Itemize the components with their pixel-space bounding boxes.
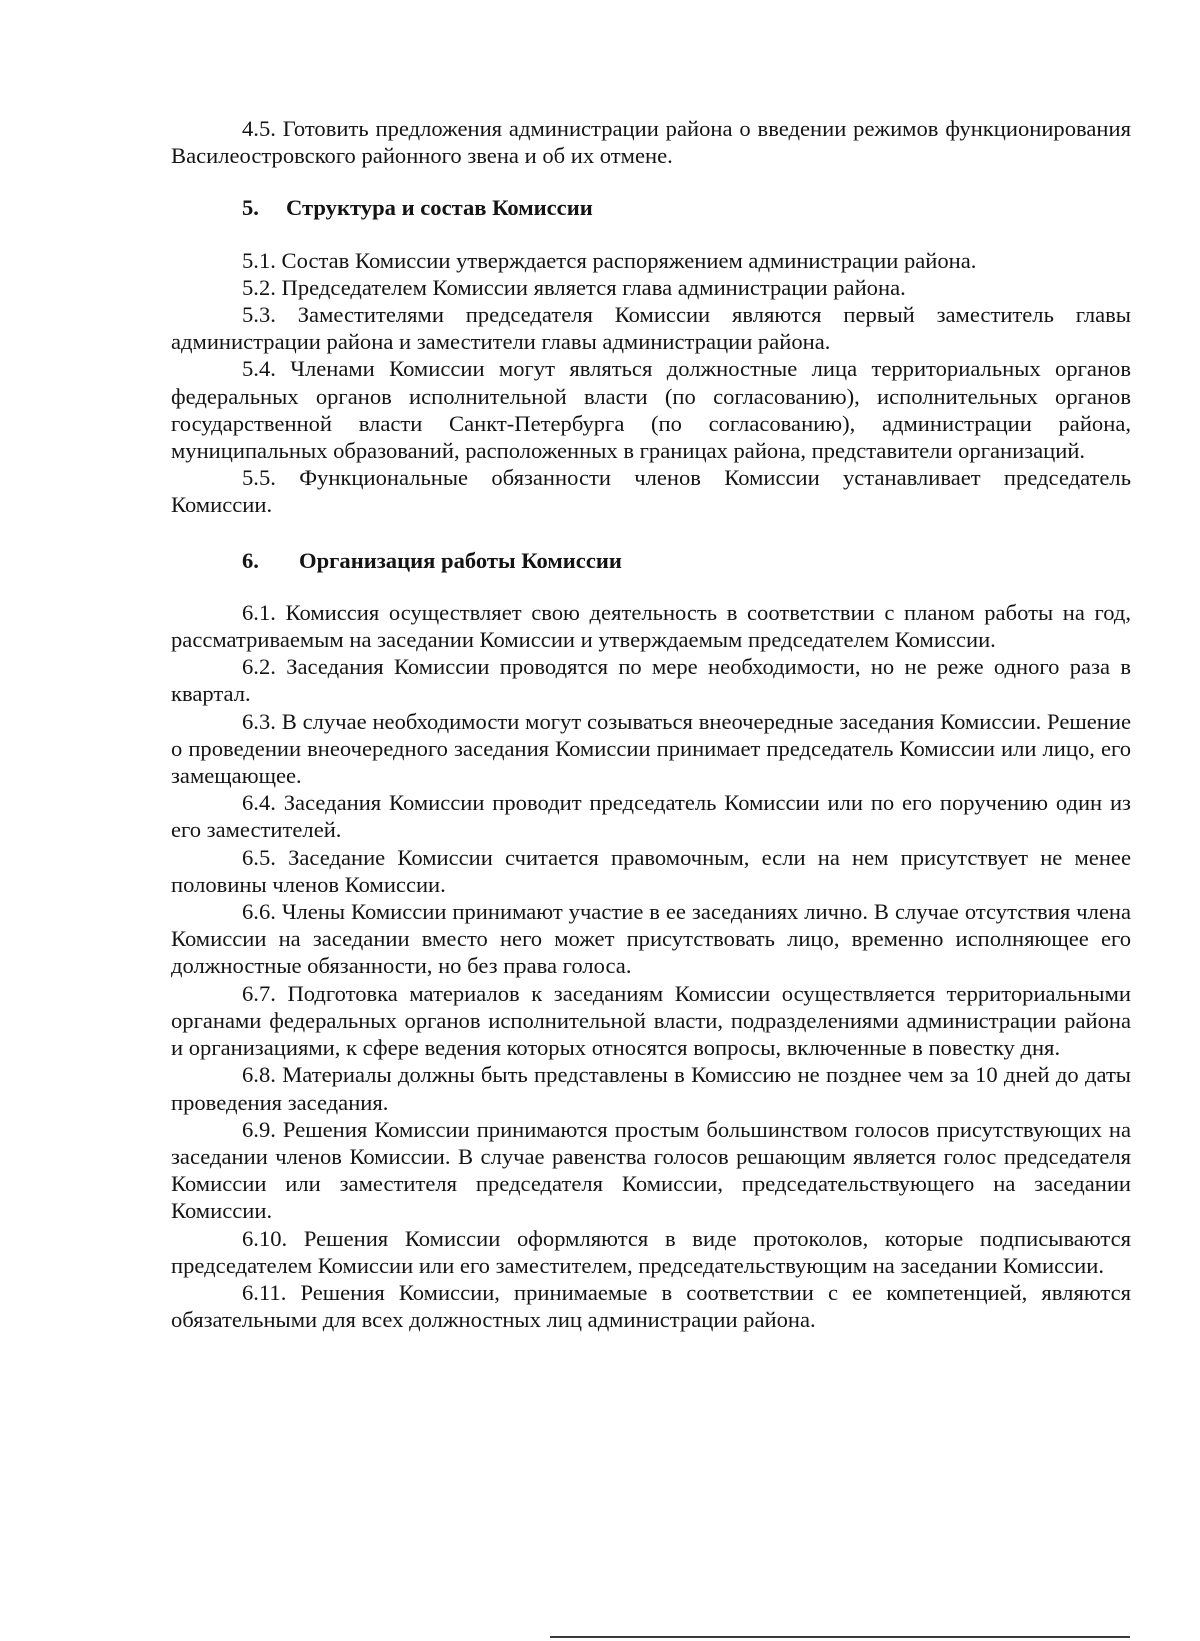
section-title: Структура и состав Комиссии xyxy=(286,195,593,221)
paragraph-5-3 xyxy=(171,301,1131,355)
paragraph-number: 5.3. xyxy=(242,302,276,328)
paragraph-text: В случае необходимости могут созываться внеочередные заседания Комиссии. Решение о проведении внеочередного заседания Комиссии принимает председатель Комиссии или лицо, его замещающее. xyxy=(171,708,1131,789)
paragraph-text: Подготовка материалов к заседаниям Комиссии осуществляется территориальными органами федеральных органов исполнительной власти, подразделениями администрации района и организациями, к сфере ведения которых относятся вопросы, включенные в повестку дня. xyxy=(171,980,1131,1061)
paragraph-text: Заседания Комиссии проводит председатель Комиссии или по его поручению один из его заместителей. xyxy=(171,790,1131,843)
paragraph-text: Заседания Комиссии проводятся по мере необходимости, но не реже одного раза в квартал. xyxy=(171,654,1131,707)
paragraph-text: Заседание Комиссии считается правомочным, если на нем присутствует не менее половины членов Комиссии. xyxy=(171,844,1131,897)
paragraph-text: Состав Комиссии утверждается распоряжением администрации района. xyxy=(281,247,977,273)
paragraph-number: 6.6. xyxy=(242,899,276,925)
paragraph-6-9 xyxy=(171,1116,1131,1225)
paragraph-text: Решения Комиссии, принимаемые в соответствии с ее компетенцией, являются обязательными для всех должностных лиц администрации района. xyxy=(171,1279,1131,1333)
paragraph-number: 6.11. xyxy=(242,1279,287,1305)
paragraph-number: 6.8. xyxy=(242,1062,276,1088)
paragraph-number: 6.1. xyxy=(242,599,276,625)
paragraph-number: 4.5. xyxy=(242,116,276,141)
paragraph-text: Готовить предложения администрации района о введении режимов функционирования Василеостровского районного звена и об их отмене. xyxy=(171,116,1131,169)
section-number: 6. xyxy=(242,547,259,573)
paragraph-number: 6.4. xyxy=(242,790,276,816)
paragraph-text: Заместителями председателя Комиссии являются первый заместитель главы администрации района и заместители главы администрации района. xyxy=(171,302,1131,355)
paragraph-number: 6.2. xyxy=(242,654,276,680)
paragraph-text: Решения Комиссии принимаются простым большинством голосов присутствующих на заседании членов Комиссии. В случае равенства голосов решающим является голос председателя Комиссии или заместителя председателя Комиссии, председательствующего на заседании Комиссии. xyxy=(171,1116,1132,1224)
paragraph-text: Членами Комиссии могут являться должностные лица территориальных органов федеральных органов исполнительной власти (по согласованию), исполнительных органов государственной власти Санкт-Петербурга (по согласованию), администрации района, муниципальных образований, расположенных в границах района, представители организаций. xyxy=(171,356,1131,464)
paragraph-text: Члены Комиссии принимают участие в ее заседаниях лично. В случае отсутствия члена Комиссии на заседании вместо него может присутствовать лицо, временно исполняющее его должностные обязанности, но без права голоса. xyxy=(171,899,1132,979)
section-6-heading xyxy=(171,547,1131,574)
paragraph-number: 5.1. xyxy=(242,247,276,273)
paragraph-text: Председателем Комиссии является глава администрации района. xyxy=(281,274,906,300)
paragraph-6-1 xyxy=(171,599,1131,653)
paragraph-number: 5.2. xyxy=(242,274,276,300)
paragraph-text: Комиссия осуществляет свою деятельность в соответствии с планом работы на год, рассматриваемым на заседании Комиссии и утверждаемым председателем Комиссии. xyxy=(171,599,1131,653)
paragraph-4-5 xyxy=(171,115,1131,169)
paragraph-6-2 xyxy=(171,653,1131,707)
paragraph-number: 6.7. xyxy=(242,980,276,1006)
paragraph-6-4 xyxy=(171,789,1131,843)
paragraph-6-6 xyxy=(171,898,1131,980)
document-page xyxy=(171,115,1131,1333)
section-number: 5. xyxy=(242,195,259,221)
section-5-heading xyxy=(171,194,1131,221)
paragraph-number: 5.4. xyxy=(242,356,276,382)
paragraph-5-4 xyxy=(171,355,1131,464)
paragraph-6-10 xyxy=(171,1225,1131,1279)
paragraph-number: 6.9. xyxy=(242,1116,276,1142)
paragraph-6-7 xyxy=(171,980,1131,1062)
paragraph-6-8 xyxy=(171,1061,1131,1115)
paragraph-text: Решения Комиссии оформляются в виде протоколов, которые подписываются председателем Комиссии или его заместителем, председательствующим на заседании Комиссии. xyxy=(171,1225,1131,1278)
paragraph-number: 6.3. xyxy=(242,708,276,734)
paragraph-6-5 xyxy=(171,844,1131,898)
paragraph-number: 6.5. xyxy=(242,844,276,870)
paragraph-number: 6.10. xyxy=(242,1225,288,1251)
paragraph-5-5 xyxy=(171,464,1131,518)
paragraph-6-3 xyxy=(171,708,1131,790)
paragraph-6-11 xyxy=(171,1279,1131,1333)
paragraph-5-2 xyxy=(171,274,1131,301)
paragraph-5-1 xyxy=(171,247,1131,274)
section-title: Организация работы Комиссии xyxy=(299,547,622,573)
paragraph-text: Материалы должны быть представлены в Комиссию не позднее чем за 10 дней до даты проведения заседания. xyxy=(171,1062,1131,1115)
paragraph-text: Функциональные обязанности членов Комиссии устанавливает председатель Комиссии. xyxy=(171,465,1131,518)
bottom-divider xyxy=(550,1636,1130,1638)
paragraph-number: 5.5. xyxy=(242,465,276,491)
